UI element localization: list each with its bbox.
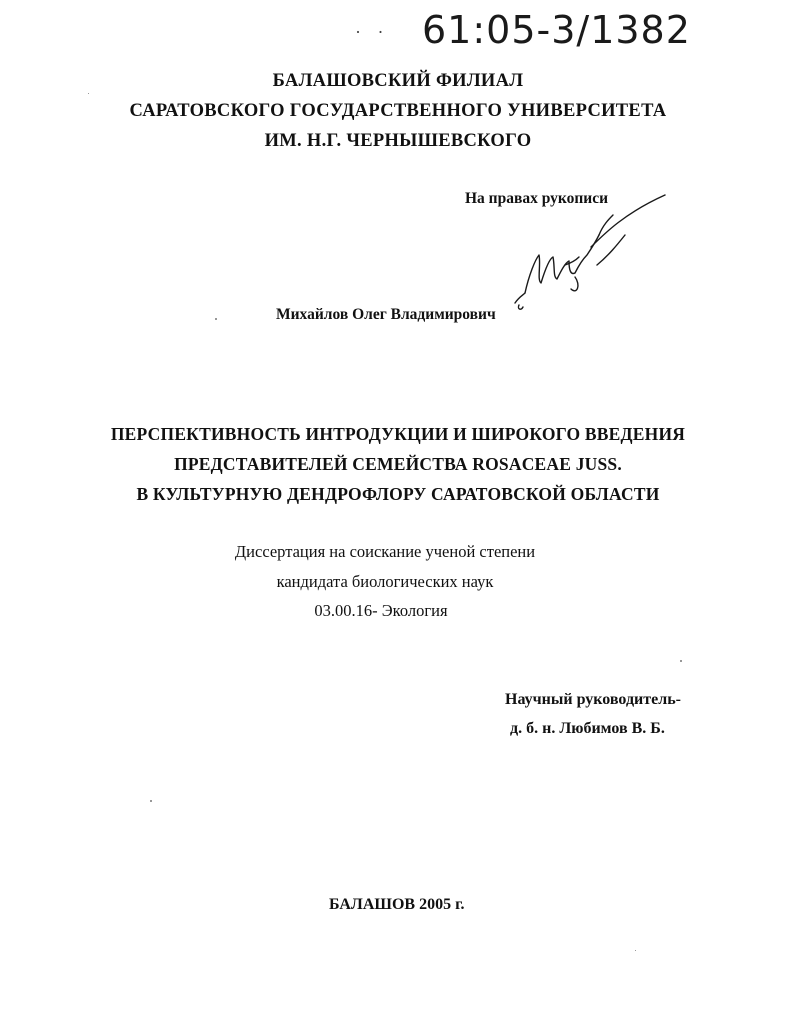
author-signature: [505, 185, 685, 315]
title-line-3: В КУЛЬТУРНУЮ ДЕНДРОФЛОРУ САРАТОВСКОЙ ОБЛАСТИ: [136, 484, 660, 504]
dissertation-line-3: 03.00.16- Экология: [314, 601, 448, 620]
dissertation-line-2: кандидата биологических наук: [276, 572, 494, 591]
scan-speck: [680, 660, 682, 662]
scan-speck: [150, 800, 152, 802]
scan-speck: [635, 950, 636, 951]
archive-number: 61:05-3/1382: [422, 8, 691, 52]
supervisor-name: д. б. н. Любимов В. Б.: [510, 720, 665, 737]
author-name: Михайлов Олег Владимирович: [276, 306, 496, 323]
title-line-2: ПРЕДСТАВИТЕЛЕЙ СЕМЕЙСТВА ROSACEAE JUSS.: [174, 454, 622, 474]
scan-speck: [88, 93, 89, 94]
scan-speck: [215, 318, 217, 320]
archive-dots: · ·: [355, 22, 390, 42]
title-line-1: ПЕРСПЕКТИВНОСТЬ ИНТРОДУКЦИИ И ШИРОКОГО ВВЕДЕНИЯ: [110, 424, 686, 444]
manuscript-mark: На правах рукописи: [465, 190, 609, 207]
supervisor-label: Научный руководитель-: [505, 691, 681, 708]
dissertation-line-1: Диссертация на соискание ученой степени: [234, 542, 536, 561]
institution-line-3: ИМ. Н.Г. ЧЕРНЫШЕВСКОГО: [264, 131, 532, 151]
city-year: БАЛАШОВ 2005 г.: [329, 896, 465, 913]
institution-line-2: САРАТОВСКОГО ГОСУДАРСТВЕННОГО УНИВЕРСИТЕТА: [129, 101, 667, 121]
institution-line-1: БАЛАШОВСКИЙ ФИЛИАЛ: [272, 71, 524, 91]
